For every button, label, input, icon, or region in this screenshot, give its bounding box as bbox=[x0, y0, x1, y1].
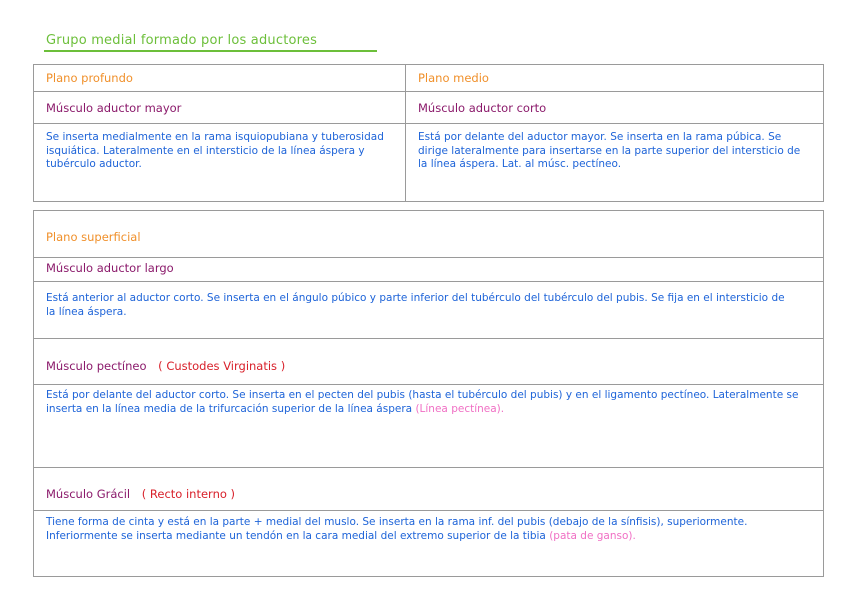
row-divider bbox=[34, 338, 823, 339]
page-title: Grupo medial formado por los aductores bbox=[46, 33, 318, 48]
muscle-heading-pectineus bbox=[46, 359, 285, 373]
description-adductor-longus: Está anterior al aductor corto. Se inserta en el ángulo púbico y parte inferior del tubérculo del tubérculo del pubis. Se fija en el intersticio de la línea áspera. bbox=[46, 292, 785, 318]
row-divider bbox=[34, 467, 823, 468]
column-divider bbox=[405, 65, 406, 201]
plane-label-superficial: Plano superficial bbox=[46, 230, 141, 244]
description-adductor-magnus: Se inserta medialmente en la rama isquiopubiana y tuberosidad isquiática. Lateralmente en el intersticio de la línea áspera y tubérculo aductor. bbox=[46, 131, 384, 170]
plane-label-middle: Plano medio bbox=[418, 71, 489, 85]
muscle-heading-gracilis bbox=[46, 487, 235, 501]
description-pectineus bbox=[46, 389, 806, 416]
muscle-name-pectineus: Músculo pectíneo bbox=[46, 359, 147, 373]
row-divider bbox=[34, 257, 823, 258]
top-table bbox=[33, 64, 824, 202]
description-adductor-brevis: Está por delante del aductor mayor. Se inserta en la rama púbica. Se dirige lateralmente para insertarse en la parte superior del intersticio de la línea áspera. Lat. al músc. pectíneo. bbox=[418, 131, 801, 170]
description-pectineus-text: Está por delante del aductor corto. Se inserta en el pecten del pubis (hasta el tubérculo del pubis) y en el ligamento pectíneo. Lateralmente se inserta en la línea media de la trifurcación superior de la línea áspera bbox=[46, 389, 799, 415]
row-divider bbox=[34, 123, 823, 124]
bottom-table bbox=[33, 210, 824, 577]
row-divider bbox=[34, 91, 823, 92]
muscle-name-adductor-brevis: Músculo aductor corto bbox=[418, 101, 547, 115]
muscle-name-gracilis: Músculo Grácil bbox=[46, 487, 131, 501]
row-divider bbox=[34, 510, 823, 511]
muscle-name-adductor-magnus: Músculo aductor mayor bbox=[46, 101, 182, 115]
muscle-alias-gracilis: ( Recto interno ) bbox=[141, 487, 236, 501]
title-underline bbox=[44, 50, 377, 52]
note-gracilis: (pata de ganso). bbox=[549, 529, 636, 542]
description-gracilis bbox=[46, 516, 806, 543]
row-divider bbox=[34, 281, 823, 282]
description-gracilis-text: Tiene forma de cinta y está en la parte + medial del muslo. Se inserta en la rama inf. del pubis (debajo de la sínfisis), superiormente. Inferiormente se inserta mediante un tendón en la cara medial del extremo superior de la tibia bbox=[46, 516, 748, 542]
muscle-alias-pectineus: ( Custodes Virginatis ) bbox=[158, 359, 286, 373]
row-divider bbox=[34, 384, 823, 385]
note-pectineus: (Línea pectínea). bbox=[415, 402, 505, 415]
muscle-name-adductor-longus: Músculo aductor largo bbox=[46, 261, 174, 275]
plane-label-deep: Plano profundo bbox=[46, 71, 133, 85]
